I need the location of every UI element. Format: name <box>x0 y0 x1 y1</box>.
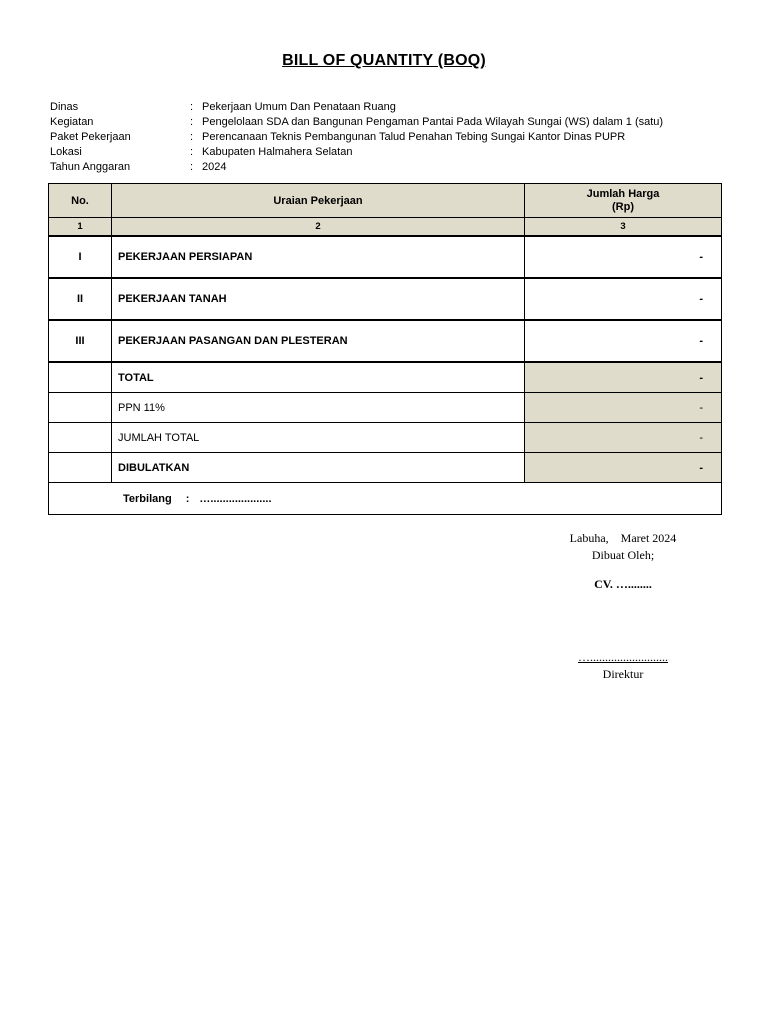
info-value: Pekerjaan Umum Dan Penataan Ruang <box>202 100 396 113</box>
info-colon: : <box>190 161 194 174</box>
header-jumlah <box>525 184 722 218</box>
item-uraian: PEKERJAAN PASANGAN DAN PLESTERAN <box>112 320 525 362</box>
summary-row-total <box>49 362 722 393</box>
column-number-row <box>49 218 722 237</box>
signature-position: Direktur <box>602 667 644 681</box>
signature-name: ….......................... <box>578 650 668 664</box>
info-colon: : <box>190 115 194 128</box>
summary-value: - <box>525 453 722 483</box>
summary-label: DIBULATKAN <box>112 453 525 483</box>
info-label: Dinas <box>50 100 79 113</box>
summary-row-dibulatkan <box>49 453 722 483</box>
summary-value: - <box>525 393 722 423</box>
item-no: II <box>49 278 112 320</box>
signature-made-by: Dibuat Oleh; <box>591 548 655 562</box>
info-label: Paket Pekerjaan <box>50 130 131 143</box>
item-uraian: PEKERJAAN PERSIAPAN <box>112 236 525 278</box>
info-label: Kegiatan <box>50 115 94 128</box>
summary-label: TOTAL <box>112 362 525 393</box>
info-colon: : <box>190 130 194 143</box>
summary-value: - <box>525 423 722 453</box>
info-row-dinas <box>50 99 663 114</box>
item-jumlah: - <box>525 320 722 362</box>
info-row-tahun <box>50 160 663 175</box>
terbilang-cell <box>49 483 722 515</box>
info-row-paket <box>50 129 663 144</box>
info-label: Lokasi <box>50 146 82 159</box>
info-colon: : <box>190 100 194 113</box>
info-value: Perencanaan Teknis Pembangunan Talud Penahan Tebing Sungai Kantor Dinas PUPR <box>202 130 626 143</box>
terbilang-sep <box>172 493 200 505</box>
summary-label: PPN 11% <box>112 393 525 423</box>
signature-block <box>536 530 710 683</box>
info-value: Pengelolaan SDA dan Bangunan Pengaman Pantai Pada Wilayah Sungai (WS) dalam 1 (satu) <box>202 115 664 128</box>
signature-company: CV. …........ <box>594 577 652 591</box>
table-row <box>49 278 722 320</box>
info-colon: : <box>190 146 194 159</box>
boq-table <box>48 183 722 515</box>
terbilang-colon: : <box>185 492 190 505</box>
header-jumlah-line1: Jumlah Harga <box>586 187 660 200</box>
info-label: Tahun Anggaran <box>50 161 131 174</box>
table-header-row <box>49 184 722 218</box>
info-row-kegiatan <box>50 114 663 129</box>
summary-row-jumlah-total <box>49 423 722 453</box>
column-number: 2 <box>112 218 525 237</box>
summary-row-ppn <box>49 393 722 423</box>
project-info <box>50 99 663 175</box>
info-value: 2024 <box>202 161 227 174</box>
item-jumlah: - <box>525 236 722 278</box>
terbilang-label: Terbilang <box>123 492 172 505</box>
info-row-lokasi <box>50 145 663 160</box>
signature-place-date: Labuha, Maret 2024 <box>569 531 677 545</box>
summary-blank <box>49 423 112 453</box>
summary-blank <box>49 393 112 423</box>
item-jumlah: - <box>525 278 722 320</box>
table-row <box>49 320 722 362</box>
summary-label: JUMLAH TOTAL <box>112 423 525 453</box>
column-number: 3 <box>525 218 722 237</box>
item-uraian: PEKERJAAN TANAH <box>112 278 525 320</box>
summary-blank <box>49 453 112 483</box>
header-uraian: Uraian Pekerjaan <box>112 184 525 218</box>
table-row <box>49 236 722 278</box>
item-no: III <box>49 320 112 362</box>
header-jumlah-line2: (Rp) <box>612 200 634 213</box>
page-title: BILL OF QUANTITY (BOQ) <box>282 52 486 69</box>
header-no: No. <box>49 184 112 218</box>
summary-blank <box>49 362 112 393</box>
info-value: Kabupaten Halmahera Selatan <box>202 146 353 159</box>
terbilang-row <box>49 483 722 515</box>
column-number: 1 <box>49 218 112 237</box>
summary-value: - <box>525 362 722 393</box>
item-no: I <box>49 236 112 278</box>
terbilang-value: ….................... <box>199 492 272 505</box>
